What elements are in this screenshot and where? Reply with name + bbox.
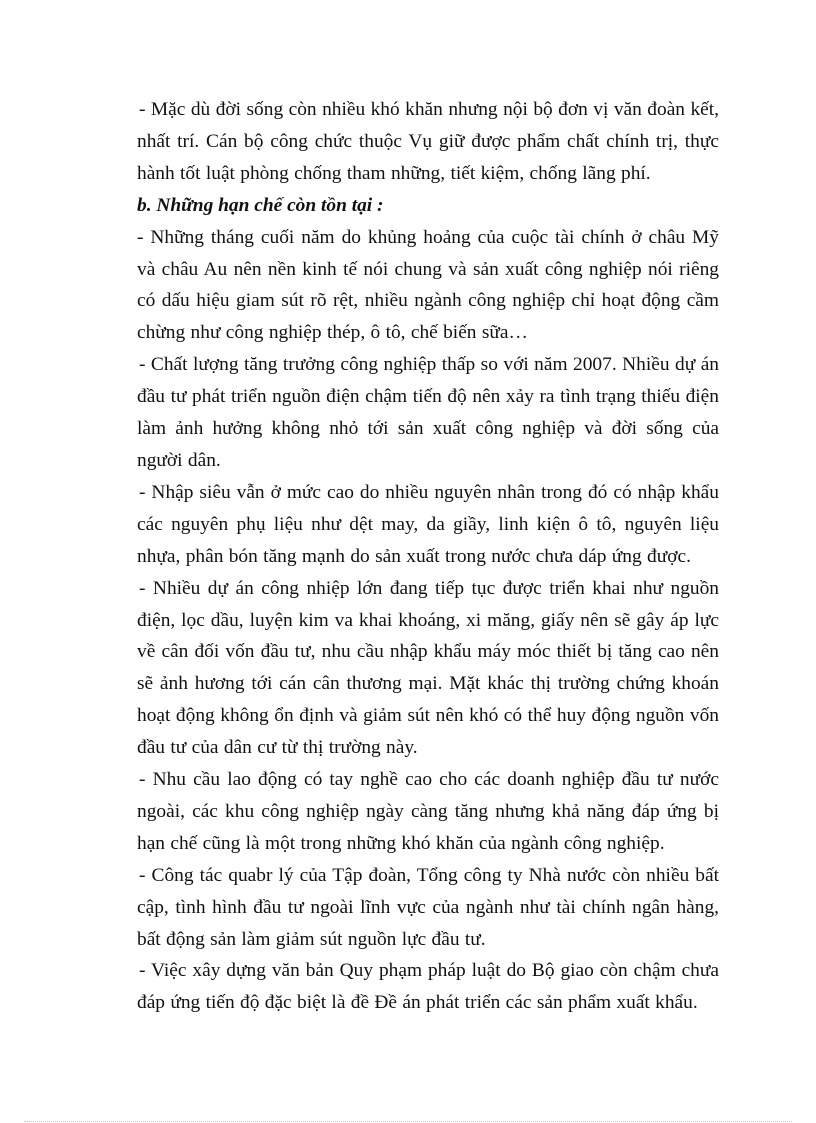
document-body — [137, 94, 719, 1019]
page-bottom-divider — [24, 1121, 792, 1122]
paragraph-investment-pressure: - Nhiều dự án công nhiệp lớn đang tiếp tục được triển khai như nguồn điện, lọc dầu, luyện kim va khai khoáng, xi măng, giấy nên sẽ gây áp lực về cân đối vốn đầu tư, nhu cầu nhập khẩu máy móc thiết bị tăng cao nên sẽ ảnh hương tới cán cân thương mại. Mặt khác thị trường chứng khoán hoạt động không ổn định và giảm sút nên khó có thể huy động nguồn vốn đầu tư của dân cư từ thị trường này. — [137, 577, 719, 759]
paragraph-legal-documents: - Việc xây dựng văn bản Quy phạm pháp luật do Bộ giao còn chậm chưa đáp ứng tiến độ đặc biệt là đề Đề án phát triển các sản phẩm xuất khẩu. — [137, 960, 719, 1014]
paragraph-growth-quality: - Chất lượng tăng trưởng công nghiệp thấp so với năm 2007. Nhiều dự án đầu tư phát triển nguồn điện chậm tiến độ nên xảy ra tình trạng thiếu điện làm ảnh hưởng không nhỏ tới sản xuất công nghiệp và đời sống của người dân. — [137, 354, 719, 471]
paragraph-skilled-labor: - Nhu cầu lao động có tay nghề cao cho các doanh nghiệp đầu tư nước ngoài, các khu công nghiệp ngày càng tăng nhưng khả năng đáp ứng bị hạn chế cũng là một trong những khó khăn của ngành công nghiệp. — [137, 769, 719, 854]
paragraph-management: - Công tác quabr lý của Tập đoàn, Tổng công ty Nhà nước còn nhiều bất cập, tình hình đầu tư ngoài lĩnh vực của ngành như tài chính ngân hàng, bất động sản làm giảm sút nguồn lực đầu tư. — [137, 864, 719, 950]
paragraph-financial-crisis: - Những tháng cuối năm do khủng hoảng của cuộc tài chính ở châu Mỹ và châu Au nên nền kinh tế nói chung và sản xuất công nghiệp nói riêng có dấu hiệu giam sút rõ rệt, nhiều ngành công nghiệp chỉ hoạt động cầm chừng như công nghiệp thép, ô tô, chế biến sữa… — [137, 226, 719, 344]
paragraph-trade-deficit: - Nhập siêu vẫn ở mức cao do nhiều nguyên nhân trong đó có nhập khẩu các nguyên phụ liệu như dệt may, da giầy, linh kiện ô tô, nguyên liệu nhựa, phân bón tăng mạnh do sản xuất trong nước chưa dáp ứng được. — [137, 481, 719, 567]
paragraph-internal-unity: - Mặc dù đời sống còn nhiều khó khăn nhưng nội bộ đơn vị văn đoàn kết, nhất trí. Cán bộ công chức thuộc Vụ giữ được phẩm chất chính trị, thực hành tốt luật phòng chống tham những, tiết kiệm, chống lãng phí. — [137, 99, 719, 184]
section-heading-limitations: b. Những hạn chế còn tồn tại : — [137, 194, 384, 216]
